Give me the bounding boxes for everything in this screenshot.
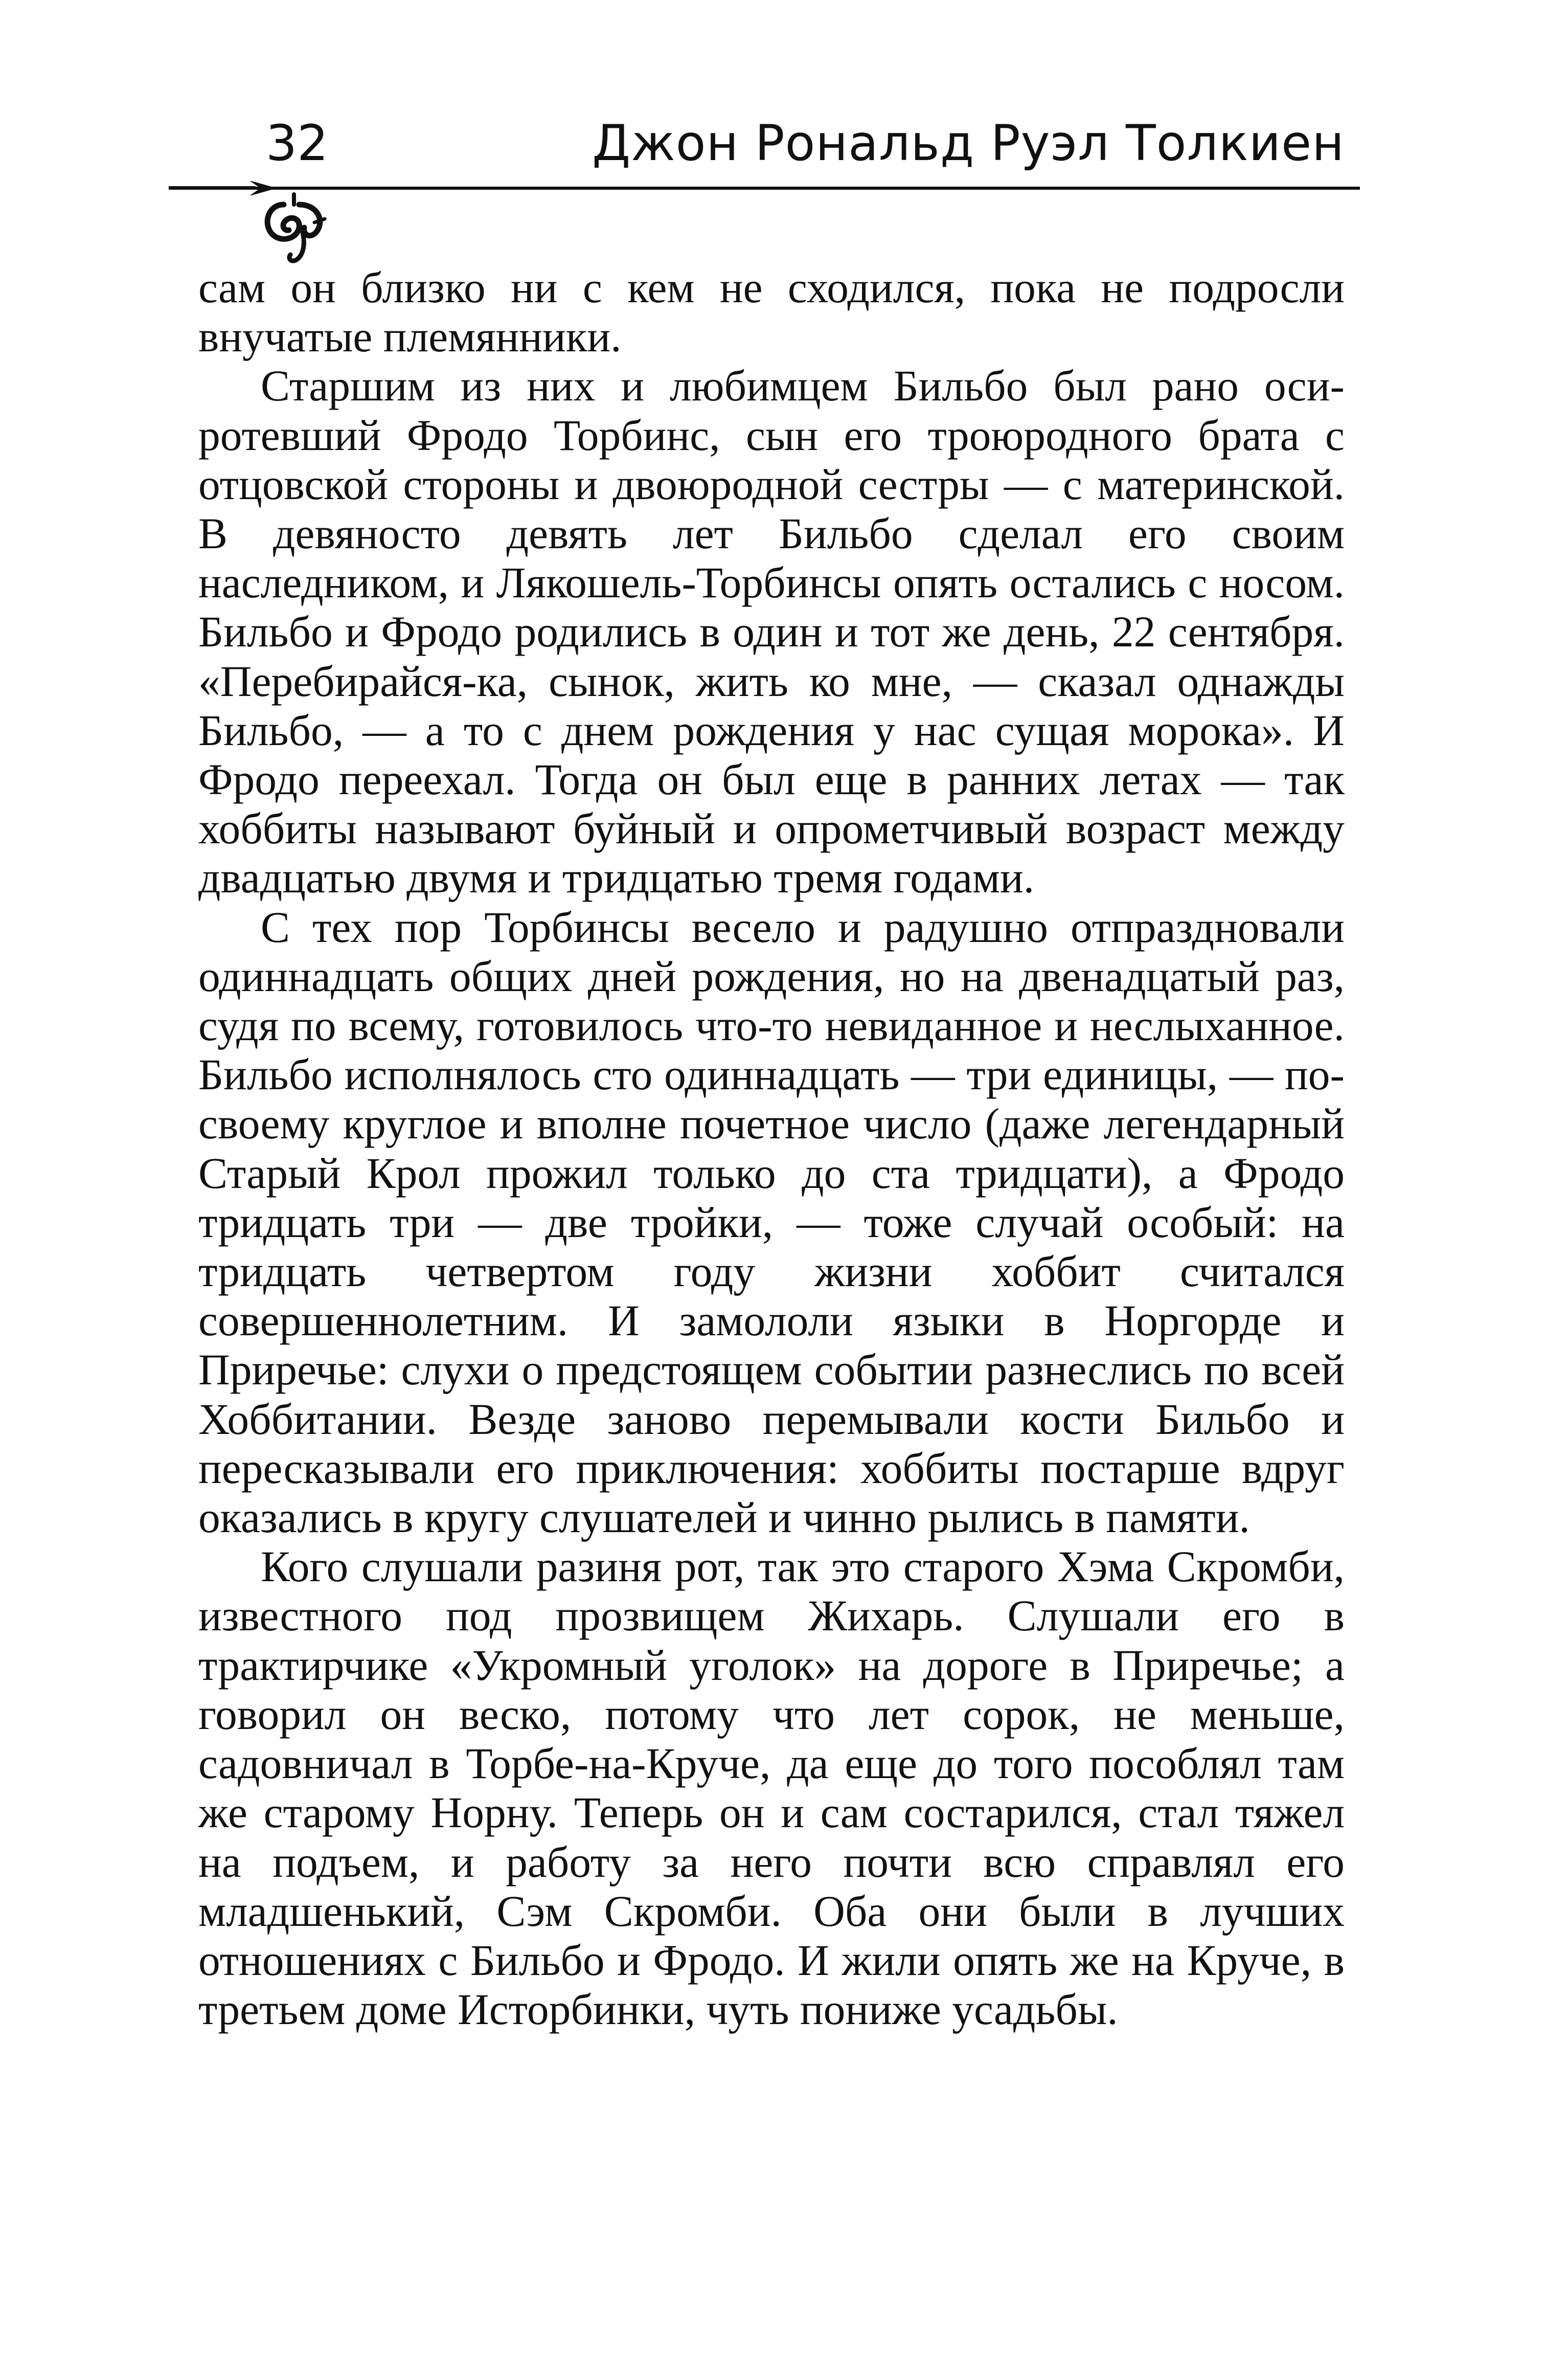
paragraph: С тех пор Торбинсы весело и радушно отпраздновали одиннадцать общих дней рождения, но на двенадцатый раз, судя по всему, готовилось что-то невиданное и неслыханное. Бильбо исполнялось сто одиннадцать — три единицы, — по-своему круглое и вполне почетное число (даже легендарный Старый Крол прожил только до ста тридцати), а Фродо тридцать три — две тройки, — тоже случай особый: на тридцать четвертом году жизни хоббит считался совершеннолетним. И замололи языки в Норгорде и Приречье: слухи о предстоящем событии разнеслись по всей Хоббитании. Везде заново перемывали кости Бильбо и пересказывали его приключения: хоббиты постарше вдруг оказались в кругу слушателей и чинно рылись в памяти.	[198, 903, 1345, 1542]
fleuron-icon	[267, 194, 325, 261]
page-number: 32	[266, 115, 329, 172]
paragraph: Старшим из них и любимцем Бильбо был рано осиротевший Фродо Торбинс, сын его троюродного брата с отцовской стороны и двоюродной сестры — с материнской. В девяносто девять лет Бильбо сделал его своим наследником, и Лякошель-Торбинсы опять остались с носом. Бильбо и Фродо родились в один и тот же день, 22 сентября. «Перебирайся-ка, сынок, жить ко мне, — сказал однажды Бильбо, — а то с днем рождения у нас сущая морока». И Фродо переехал. Тогда он был еще в ранних летах — так хоббиты называют буйный и опрометчивый возраст между двадцатью двумя и тридцатью тремя годами.	[198, 362, 1345, 903]
arrow-rule	[169, 181, 1360, 195]
header-title: Джон Рональд Руэл Толкиен	[592, 115, 1345, 172]
paragraph: Кого слушали разиня рот, так это старого Хэма Скромби, известного под прозвищем Жихарь. Слушали его в трактирчике «Укромный уголок» на дороге в Приречье; а говорил он веско, потому что лет сорок, не меньше, садовничал в Торбе-на-Круче, да еще до того пособлял там же старому Норну. Теперь он и сам состарился, стал тяжел на подъем, и работу за него почти всю справлял его младшенький, Сэм Скромби. Оба они были в лучших отношениях с Бильбо и Фродо. И жили опять же на Круче, в третьем доме Исторбинки, чуть пониже усадьбы.	[198, 1543, 1345, 2034]
paragraph: сам он близко ни с кем не сходился, пока не подросли внучатые племянники.	[198, 264, 1345, 362]
body-text	[198, 263, 1345, 2034]
header-rule-ornament	[169, 174, 1360, 276]
